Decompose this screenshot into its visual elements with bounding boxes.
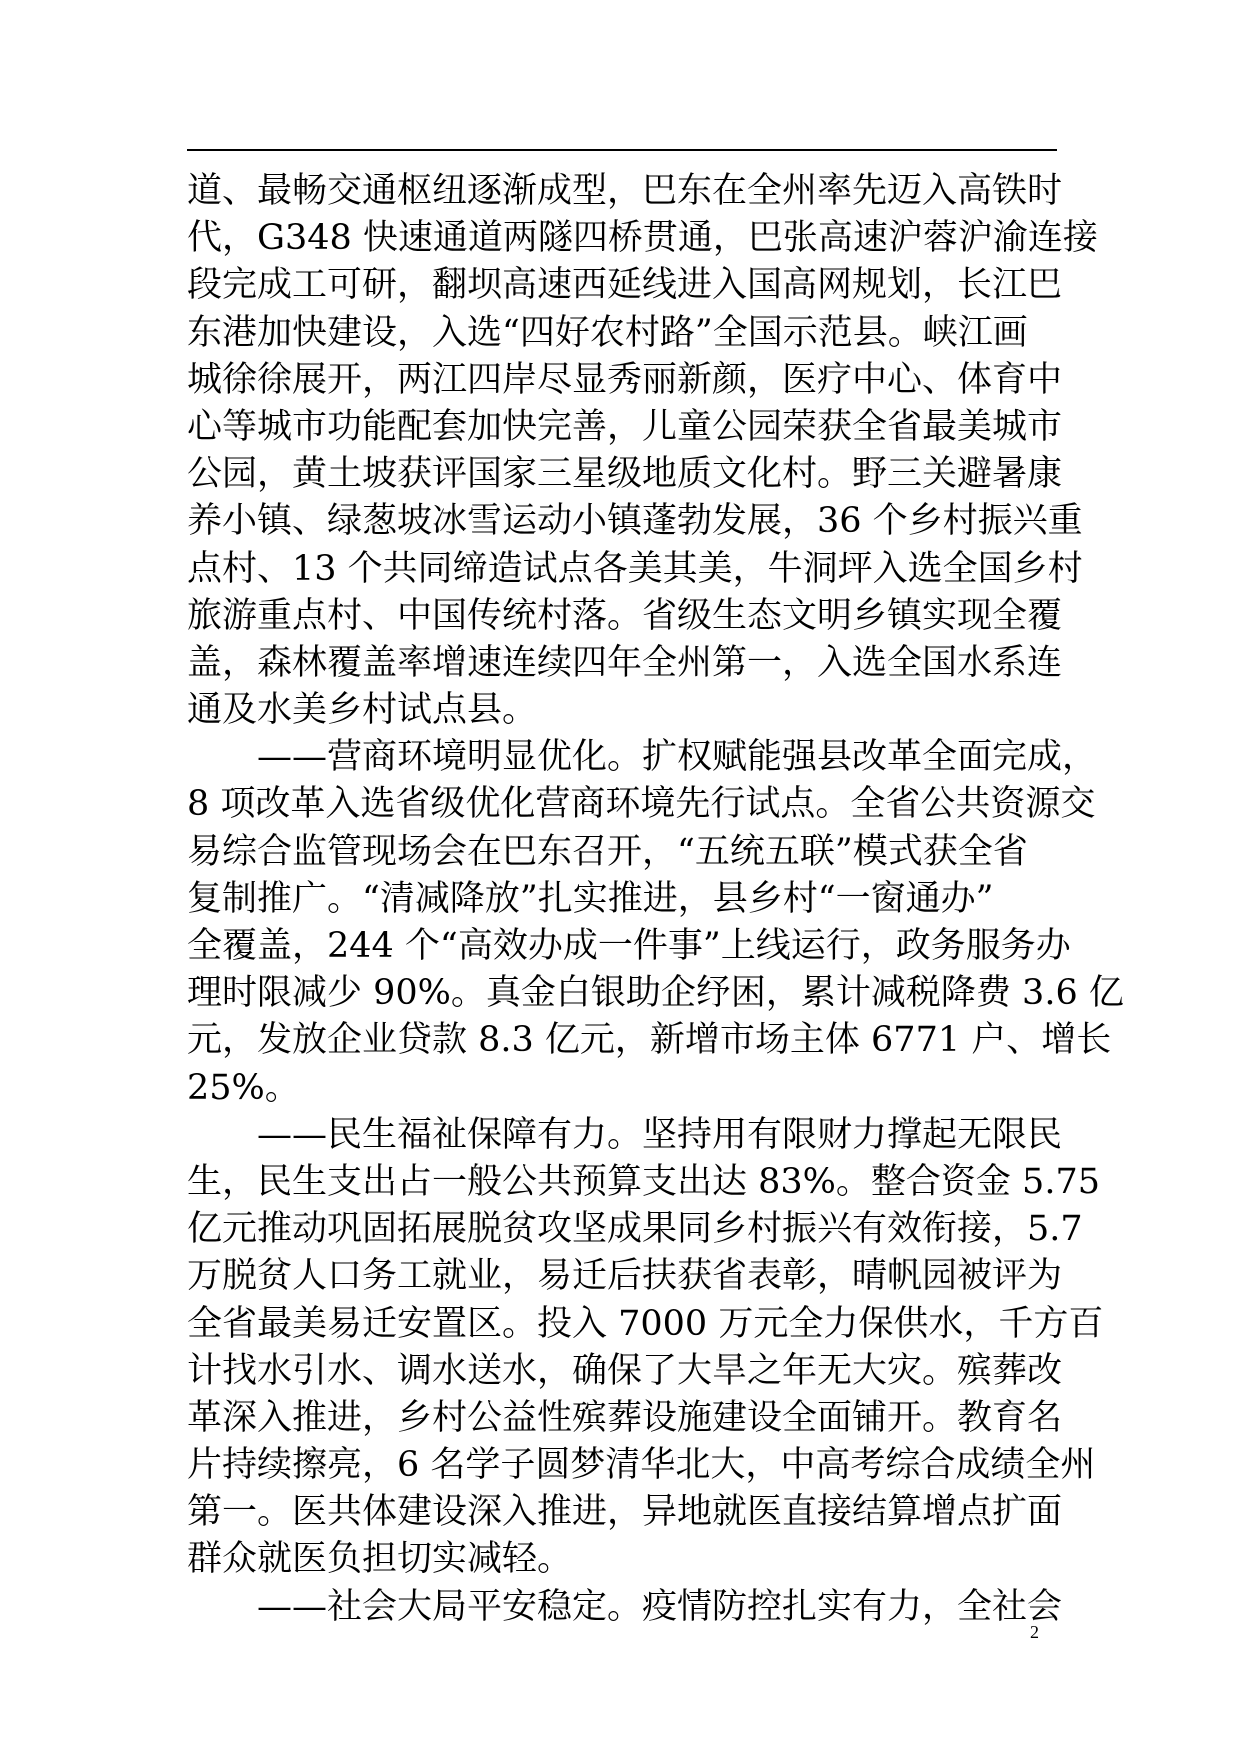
- page-number: 2: [1030, 1622, 1039, 1642]
- text-line: 城徐徐展开，两江四岸尽显秀丽新颜，医疗中心、体育中: [187, 359, 1063, 400]
- header-rule: [187, 149, 1057, 151]
- text-line: 25%。: [187, 1067, 300, 1108]
- text-line: 万脱贫人口务工就业，易迁后扶获省表彰，晴帆园被评为: [187, 1256, 1063, 1297]
- text-line: 全覆盖，244 个“高效办成一件事”上线运行，政务服务办: [187, 926, 1071, 966]
- text-line: 片持续擦亮，6 名学子圆梦清华北大，中高考综合成绩全州: [187, 1445, 1096, 1486]
- text-line: 段完成工可研，翻坝高速西延线进入国高网规划，长江巴: [187, 265, 1063, 306]
- text-line: 通及水美乡村试点县。: [187, 690, 538, 731]
- text-line: 道、最畅交通枢纽逐渐成型，巴东在全州率先迈入高铁时: [187, 171, 1063, 211]
- text-line: 心等城市功能配套加快完善，儿童公园荣获全省最美城市: [187, 406, 1063, 447]
- paragraph-first-line: ——社会大局平安稳定。疫情防控扎实有力，全社会: [257, 1586, 1063, 1627]
- text-line: 革深入推进，乡村公益性殡葬设施建设全面铺开。教育名: [187, 1397, 1063, 1438]
- paragraph-first-line: ——营商环境明显优化。扩权赋能强县改革全面完成，: [257, 737, 1098, 778]
- document-body: [187, 168, 1124, 1631]
- paragraph-first-line: ——民生福祉保障有力。坚持用有限财力撑起无限民: [257, 1114, 1063, 1155]
- text-line: 复制推广。“清减降放”扎实推进，县乡村“一窗通办”: [187, 878, 994, 919]
- text-line: 旅游重点村、中国传统村落。省级生态文明乡镇实现全覆: [187, 595, 1063, 636]
- text-line: 亿元推动巩固拓展脱贫攻坚成果同乡村振兴有效衔接，5.7: [187, 1209, 1083, 1250]
- text-line: 理时限减少 90%。真金白银助企纾困，累计减税降费 3.6 亿: [187, 973, 1124, 1014]
- text-line: 代，G348 快速通道两隧四桥贯通，巴张高速沪蓉沪渝连接: [187, 218, 1098, 259]
- text-line: 计找水引水、调水送水，确保了大旱之年无大灾。殡葬改: [187, 1350, 1063, 1391]
- text-line: 易综合监管现场会在巴东召开，“五统五联”模式获全省: [187, 831, 1028, 872]
- text-line: 8 项改革入选省级优化营商环境先行试点。全省公共资源交: [187, 784, 1096, 825]
- text-line: 盖，森林覆盖率增速连续四年全州第一，入选全国水系连: [187, 642, 1063, 683]
- text-line: 东港加快建设，入选“四好农村路”全国示范县。峡江画: [187, 312, 1028, 353]
- text-line: 点村、13 个共同缔造试点各美其美，牛洞坪入选全国乡村: [187, 548, 1083, 589]
- text-line: 群众就医负担切实减轻。: [187, 1539, 573, 1580]
- text-line: 养小镇、绿葱坡冰雪运动小镇蓬勃发展，36 个乡村振兴重: [187, 501, 1083, 542]
- text-line: 公园，黄土坡获评国家三星级地质文化村。野三关避暑康: [187, 454, 1063, 495]
- text-line: 全省最美易迁安置区。投入 7000 万元全力保供水，千方百: [187, 1303, 1104, 1344]
- text-line: 生，民生支出占一般公共预算支出达 83%。整合资金 5.75: [187, 1161, 1100, 1202]
- text-line: 元，发放企业贷款 8.3 亿元，新增市场主体 6771 户、增长: [187, 1020, 1112, 1061]
- text-line: 第一。医共体建设深入推进，异地就医直接结算增点扩面: [187, 1492, 1063, 1533]
